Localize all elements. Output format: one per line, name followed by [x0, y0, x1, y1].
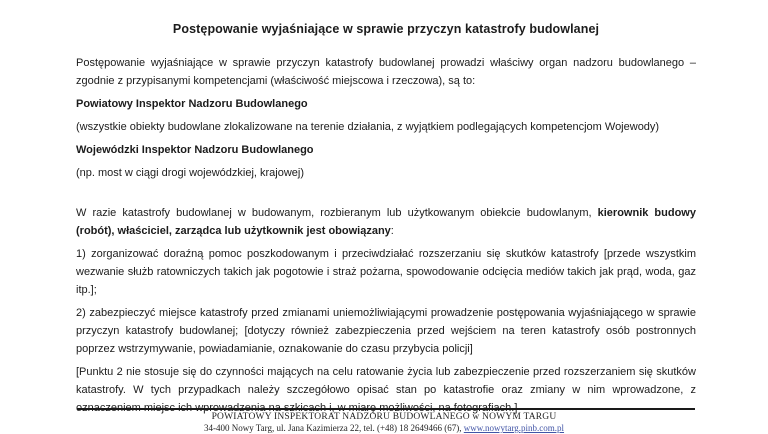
obligation-paragraph [76, 204, 696, 240]
footer-divider [77, 408, 695, 410]
footer-organization: POWIATOWY INSPEKTORAT NADZORU BUDOWLANEGO w NOWYM TARGU [211, 412, 557, 422]
intro-paragraph: Postępowanie wyjaśniające w sprawie przyczyn katastrofy budowlanej prowadzi właściwy organ nadzoru budowlanego – zgodnie z przypisanymi kompetencjami (właściwość miejscowa i rzeczowa), są to: [76, 57, 696, 87]
page-footer [0, 412, 768, 434]
obligation-bold: kierownik budowy (robót), właściciel, zarządca lub użytkownik jest obowiązany [76, 207, 696, 237]
authority1-name: Powiatowy Inspektor Nadzoru Budowlanego [76, 98, 308, 110]
footer-address-text: 34-400 Nowy Targ, ul. Jana Kazimierza 22, tel. (+48) 18 2649466 (67), [203, 423, 464, 433]
obligation-tail: : [390, 225, 394, 237]
footer-address-line [0, 423, 768, 434]
point2-paragraph: 2) zabezpieczyć miejsce katastrofy przed zmianami uniemożliwiającymi prowadzenie postępowania wyjaśniającego w sprawie przyczyn katastrofy budowlanej; [dotyczy również zabezpieczenia przed wejściem na teren katastrofy osób postronnych poprzez wstrzymywanie, powiadamianie, oznakowanie do czasu przybycia policji] [76, 307, 696, 355]
note-paragraph: [Punktu 2 nie stosuje się do czynności mających na celu ratowanie życia lub zabezpieczenie przed rozszerzaniem się skutków katastrofy. W tych przypadkach należy szczegółowo opisać stan po katastrofie oraz zmiany w nim wprowadzone, z oznaczeniem miejsc ich wprowadzenia na szkicach i, w miarę możliwości, na fotografiach.] [76, 366, 696, 414]
footer-website-link[interactable]: www.nowytarg.pinb.com.pl [463, 423, 565, 433]
authority2-scope: (np. most w ciągi drogi wojewódzkiej, krajowej) [76, 167, 305, 179]
point1-paragraph: 1) zorganizować doraźną pomoc poszkodowanym i przeciwdziałać rozszerzaniu się skutków katastrofy [przede wszystkim wezwanie służb ratowniczych takich jak pogotowie i straż pożarna, spowodowanie odcięcia mediów takich jak prąd, woda, gaz itp.]; [76, 248, 696, 296]
obligation-lead: W razie katastrofy budowlanej w budowanym, rozbieranym lub użytkowanym obiekcie budowlanym, [76, 207, 598, 219]
authority1-scope: (wszystkie obiekty budowlane zlokalizowane na terenie działania, z wyjątkiem podlegających kompetencjom Wojewody) [76, 121, 660, 133]
page-title: Postępowanie wyjaśniające w sprawie przyczyn katastrofy budowlanej [172, 22, 600, 36]
authority2-name: Wojewódzki Inspektor Nadzoru Budowlanego [76, 144, 314, 156]
